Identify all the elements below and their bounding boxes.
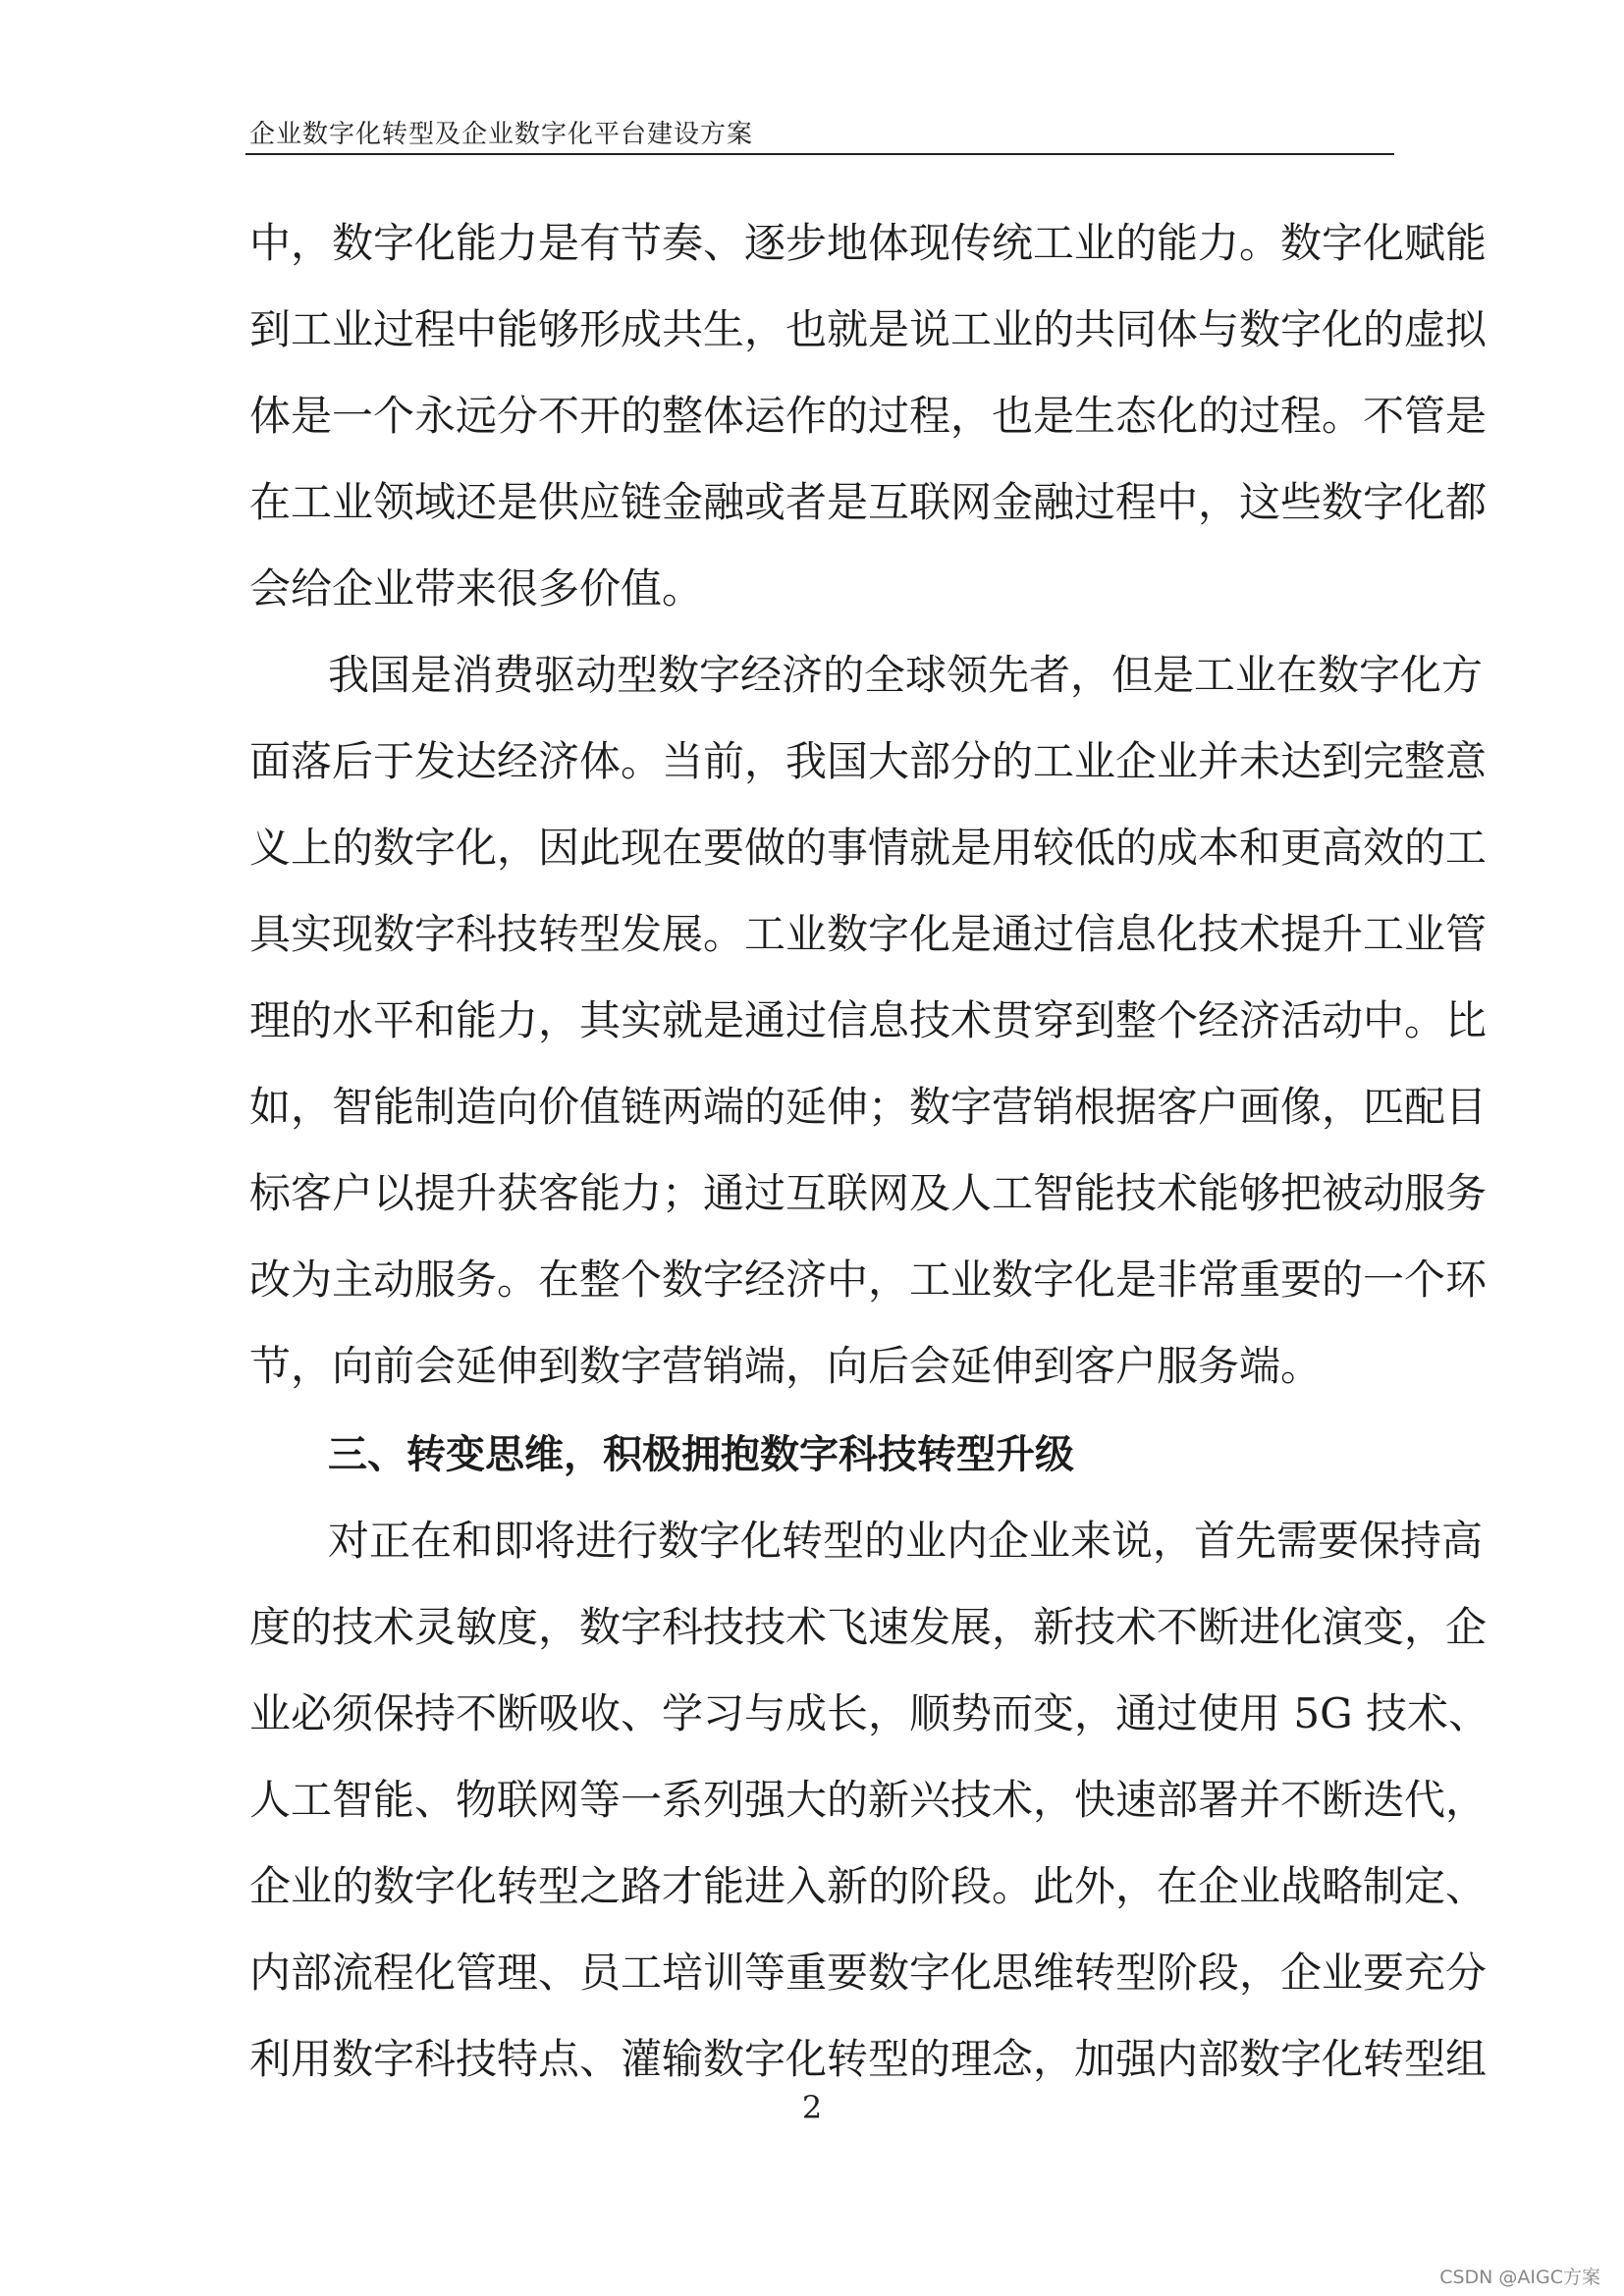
body-line: 到工业过程中能够形成共生，也就是说工业的共同体与数字化的虚拟 (249, 305, 1488, 353)
body-line: 体是一个永远分不开的整体运作的过程，也是生态化的过程。不管是 (249, 392, 1488, 440)
body-line: 如，智能制造向价值链两端的延伸；数字营销根据客户画像，匹配目 (249, 1083, 1488, 1131)
section-heading: 三、转变思维，积极拥抱数字科技转型升级 (328, 1432, 1074, 1477)
body-line: 面落后于发达经济体。当前，我国大部分的工业企业并未达到完整意 (249, 737, 1488, 785)
body-line: 节，向前会延伸到数字营销端，向后会延伸到客户服务端。 (249, 1342, 1323, 1390)
paragraph-first-line: 对正在和即将进行数字化转型的业内企业来说，首先需要保持高 (328, 1517, 1484, 1565)
body-line: 人工智能、物联网等一系列强大的新兴技术，快速部署并不断迭代， (249, 1776, 1488, 1824)
body-line: 度的技术灵敏度，数字科技技术飞速发展，新技术不断进化演变，企 (249, 1603, 1488, 1651)
body-line: 企业的数字化转型之路才能进入新的阶段。此外，在企业战略制定、 (249, 1862, 1488, 1910)
body-line: 利用数字科技特点、灌输数字化转型的理念，加强内部数字化转型组 (249, 2035, 1488, 2083)
running-header (245, 110, 1394, 155)
paragraph-first-line: 我国是消费驱动型数字经济的全球领先者，但是工业在数字化方 (328, 651, 1484, 699)
body-line: 标客户以提升获客能力；通过互联网及人工智能技术能够把被动服务 (249, 1169, 1488, 1217)
body-line: 内部流程化管理、员工培训等重要数字化思维转型阶段，企业要充分 (249, 1949, 1488, 1997)
body-line: 会给企业带来很多价值。 (249, 564, 704, 613)
page-number: 2 (801, 2089, 823, 2126)
header-title: 企业数字化转型及企业数字化平台建设方案 (249, 120, 754, 149)
body-line: 义上的数字化，因此现在要做的事情就是用较低的成本和更高效的工 (249, 824, 1488, 872)
body-line: 中，数字化能力是有节奏、逐步地体现传统工业的能力。数字化赋能 (249, 219, 1488, 267)
source-watermark: CSDN @AIGC方案 (1439, 2267, 1600, 2288)
body-line: 业必须保持不断吸收、学习与成长，顺势而变，通过使用 5G 技术、 (249, 1689, 1489, 1737)
body-line: 在工业领域还是供应链金融或者是互联网金融过程中，这些数字化都 (249, 478, 1488, 526)
body-line: 改为主动服务。在整个数字经济中，工业数字化是非常重要的一个环 (249, 1255, 1488, 1304)
body-line: 具实现数字科技转型发展。工业数字化是通过信息化技术提升工业管 (249, 910, 1488, 958)
body-line: 理的水平和能力，其实就是通过信息技术贯穿到整个经济活动中。比 (249, 996, 1488, 1044)
